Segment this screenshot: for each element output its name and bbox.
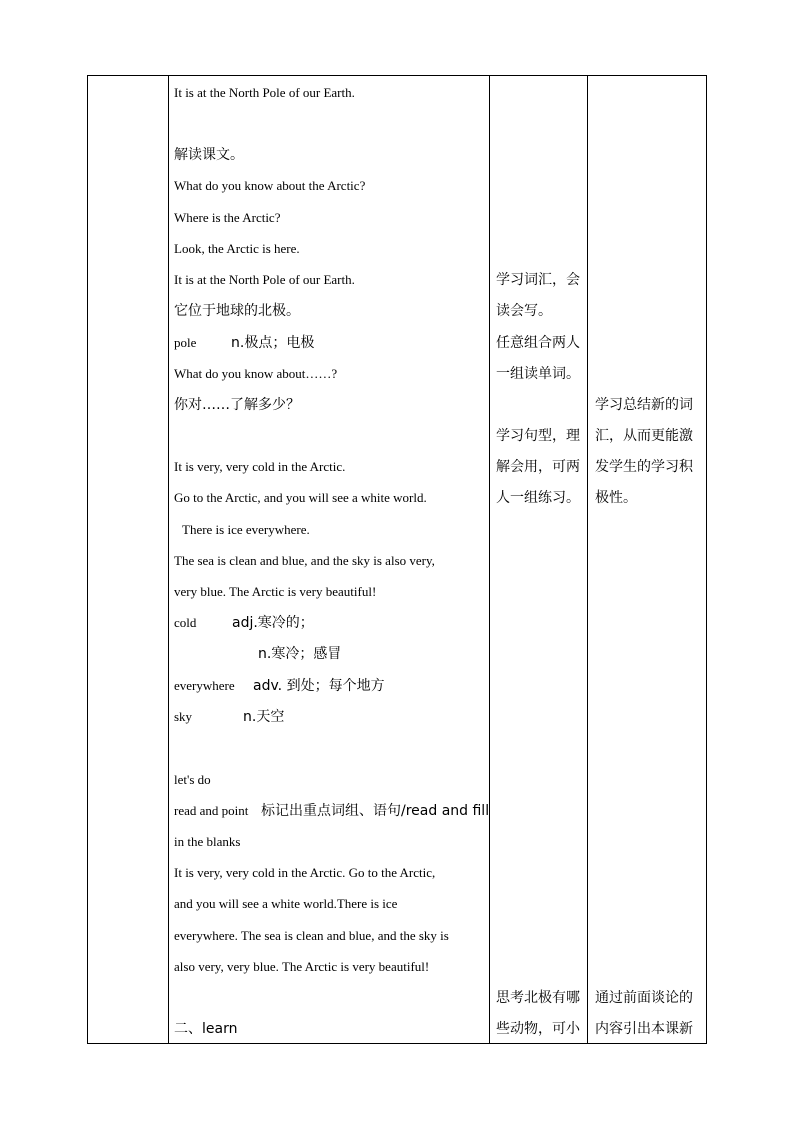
text-line: Go to the Arctic, and you will see a white world. (174, 490, 427, 505)
text-line: The sea is clean and blue, and the sky is also very, (174, 553, 435, 568)
text-line: Look, the Arctic is here. (174, 241, 300, 256)
teaching-content-column (174, 76, 490, 1043)
column-divider (587, 76, 588, 1043)
text-line: adv. 到处；每个地方 (253, 678, 385, 694)
text-line: let's do (174, 772, 211, 787)
text-line: 二、learn (174, 1021, 238, 1037)
text-line: 内容引出本课新 (595, 1021, 693, 1037)
text-line: pole (174, 335, 197, 350)
text-line: 一组读单词。 (496, 366, 580, 382)
text-line: What do you know about the Arctic? (174, 178, 366, 193)
text-line: cold (174, 615, 197, 630)
text-line: in the blanks (174, 834, 241, 849)
text-line: also very, very blue. The Arctic is very beautiful! (174, 959, 430, 974)
column-divider (489, 76, 490, 1043)
text-line: 它位于地球的北极。 (174, 303, 300, 319)
text-line: 通过前面谈论的 (595, 990, 693, 1006)
text-line: 些动物，可小 (496, 1021, 580, 1037)
text-line: adj.寒冷的； (232, 615, 314, 631)
text-line: 思考北极有哪 (496, 990, 580, 1006)
text-line: n.寒冷；感冒 (258, 646, 342, 662)
text-line: 人一组练习。 (496, 490, 580, 506)
text-line: 汇，从而更能激 (595, 428, 693, 444)
text-line: 学习句型，理 (496, 428, 580, 444)
lesson-plan-table (87, 75, 707, 1044)
text-line: 发学生的学习积 (595, 459, 693, 475)
text-line: 任意组合两人 (496, 335, 580, 351)
design-purpose-column (595, 76, 707, 1043)
text-line: and you will see a white world.There is ice (174, 896, 398, 911)
text-line: 读会写。 (496, 303, 552, 319)
text-line: very blue. The Arctic is very beautiful! (174, 584, 377, 599)
text-line: everywhere (174, 678, 235, 693)
text-line: Where is the Arctic? (174, 210, 281, 225)
text-line: 标记出重点词组、语句/read and fill (261, 803, 490, 819)
text-line: n.天空 (243, 709, 285, 725)
text-line: n.极点；电极 (231, 335, 315, 351)
text-line: everywhere. The sea is clean and blue, and the sky is (174, 928, 449, 943)
text-line: It is at the North Pole of our Earth. (174, 85, 355, 100)
text-line: 你对……了解多少？ (174, 397, 300, 413)
text-line: It is very, very cold in the Arctic. (174, 459, 346, 474)
text-line: 学习词汇，会 (496, 272, 580, 288)
text-line: It is at the North Pole of our Earth. (174, 272, 355, 287)
text-line: It is very, very cold in the Arctic. Go to the Arctic, (174, 865, 436, 880)
text-line: 极性。 (595, 490, 637, 506)
text-line: 学习总结新的词 (595, 397, 693, 413)
text-line: What do you know about……? (174, 366, 338, 381)
column-divider (168, 76, 169, 1043)
text-line: 解读课文。 (174, 147, 244, 163)
stage-column (88, 76, 168, 1043)
text-line: sky (174, 709, 193, 724)
student-activity-column (496, 76, 586, 1043)
text-line: 解会用，可两 (496, 459, 580, 475)
text-line: read and point (174, 803, 249, 818)
text-line: There is ice everywhere. (182, 522, 310, 537)
